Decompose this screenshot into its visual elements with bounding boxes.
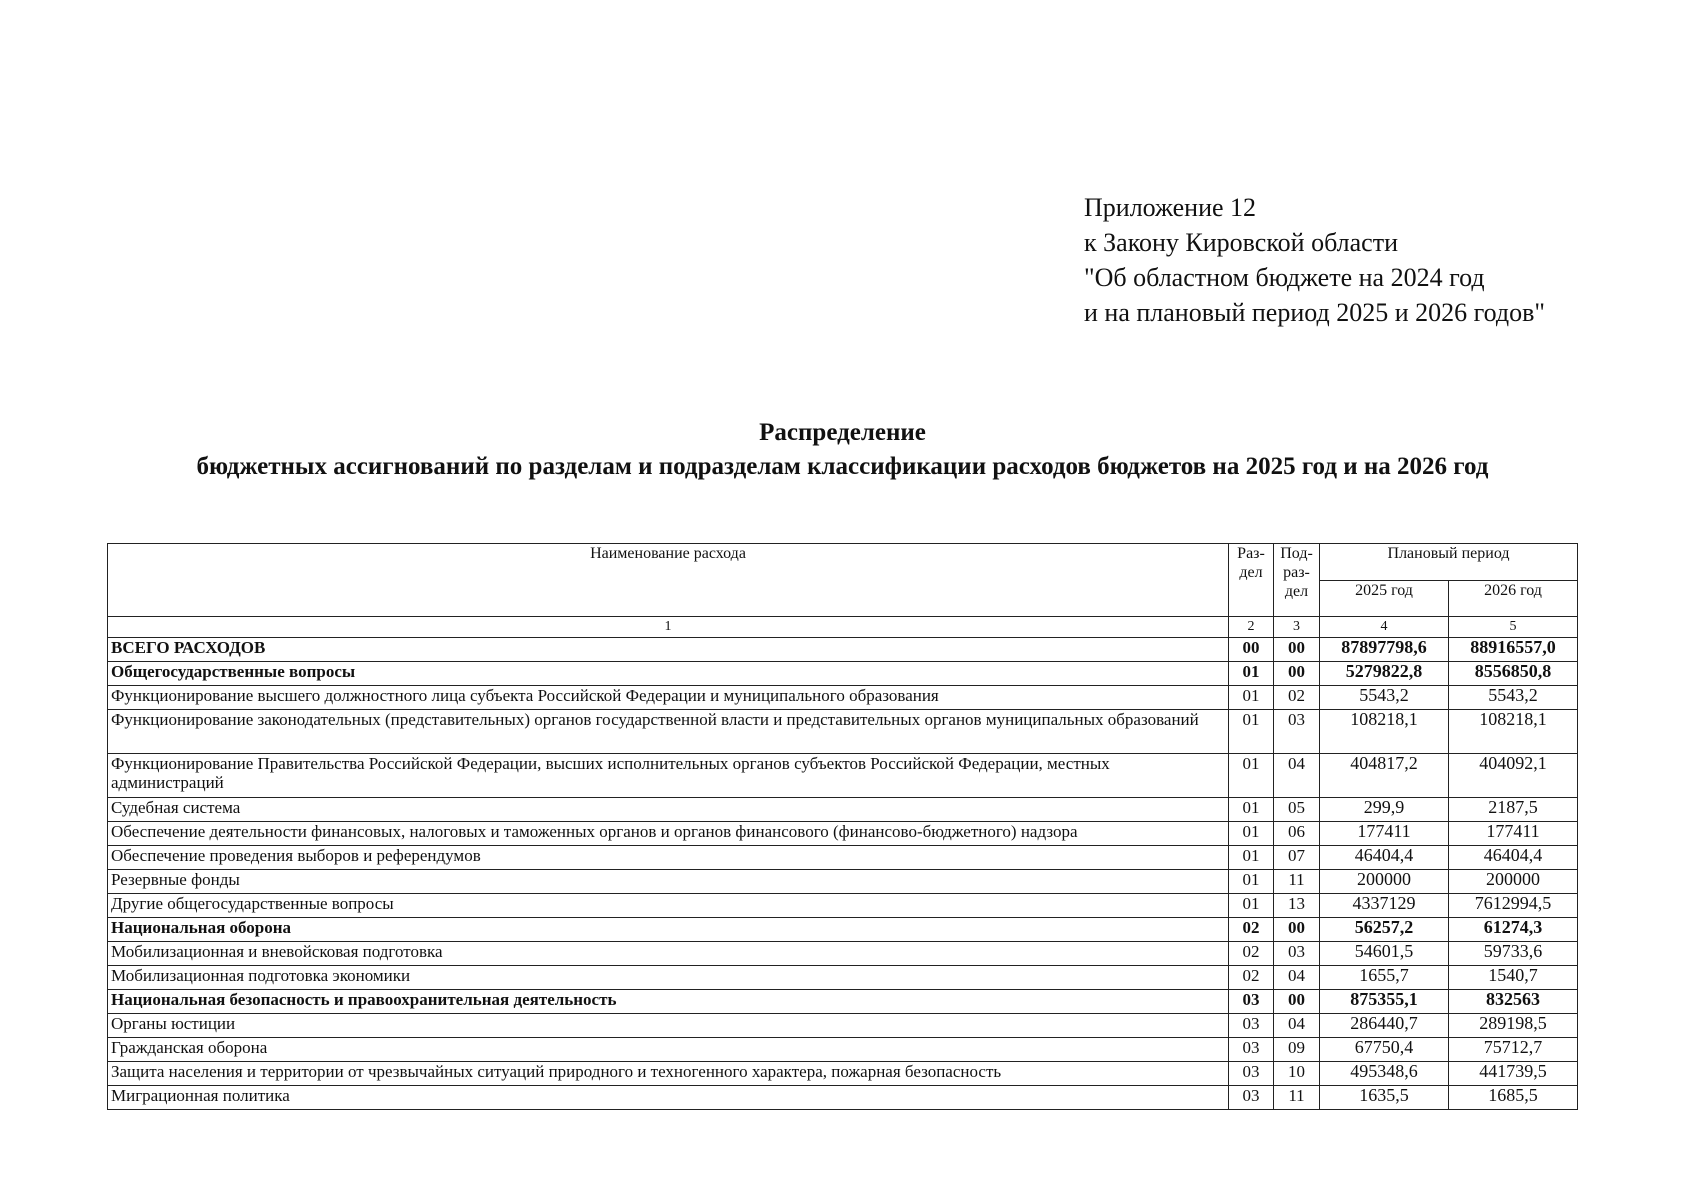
column-index-row	[108, 617, 1578, 638]
index-cell: 5	[1449, 617, 1578, 638]
row-podrazdel: 13	[1274, 894, 1320, 918]
row-razdel: 03	[1229, 1014, 1274, 1038]
row-name: Гражданская оборона	[108, 1038, 1229, 1062]
row-value-2025: 87897798,6	[1320, 638, 1449, 662]
header-planned-period: Плановый период	[1320, 544, 1578, 581]
row-value-2025: 46404,4	[1320, 846, 1449, 870]
row-value-2025: 404817,2	[1320, 754, 1449, 798]
appendix-line: к Закону Кировской области	[1084, 228, 1398, 257]
row-name: Судебная система	[108, 798, 1229, 822]
row-name: Обеспечение деятельности финансовых, налоговых и таможенных органов и органов финансового (финансово-бюджетного) надзора	[108, 822, 1229, 846]
row-value-2026: 177411	[1449, 822, 1578, 846]
row-razdel: 01	[1229, 754, 1274, 798]
row-name: Защита населения и территории от чрезвычайных ситуаций природного и техногенного характера, пожарная безопасность	[108, 1062, 1229, 1086]
row-name: Органы юстиции	[108, 1014, 1229, 1038]
table-row	[108, 1038, 1578, 1062]
table-row	[108, 686, 1578, 710]
row-value-2025: 56257,2	[1320, 918, 1449, 942]
table-row	[108, 662, 1578, 686]
row-value-2026: 289198,5	[1449, 1014, 1578, 1038]
appendix-header	[1084, 190, 1545, 330]
table-row	[108, 754, 1578, 798]
row-value-2026: 8556850,8	[1449, 662, 1578, 686]
table-row	[108, 798, 1578, 822]
table-row	[108, 1086, 1578, 1110]
document-title	[0, 416, 1685, 484]
table-row	[108, 894, 1578, 918]
row-value-2026: 200000	[1449, 870, 1578, 894]
table-row	[108, 822, 1578, 846]
header-razdel: Раз-дел	[1229, 544, 1274, 617]
row-razdel: 01	[1229, 870, 1274, 894]
row-value-2025: 5543,2	[1320, 686, 1449, 710]
row-podrazdel: 09	[1274, 1038, 1320, 1062]
row-value-2025: 495348,6	[1320, 1062, 1449, 1086]
row-value-2026: 404092,1	[1449, 754, 1578, 798]
row-podrazdel: 02	[1274, 686, 1320, 710]
index-cell: 1	[108, 617, 1229, 638]
row-razdel: 02	[1229, 918, 1274, 942]
row-podrazdel: 00	[1274, 662, 1320, 686]
row-name: Общегосударственные вопросы	[108, 662, 1229, 686]
row-razdel: 03	[1229, 1062, 1274, 1086]
row-name: Миграционная политика	[108, 1086, 1229, 1110]
budget-table	[107, 543, 1578, 1110]
header-podrazdel: Под-раз-дел	[1274, 544, 1320, 617]
row-podrazdel: 04	[1274, 1014, 1320, 1038]
index-cell: 4	[1320, 617, 1449, 638]
row-name: Функционирование Правительства Российской Федерации, высших исполнительных органов субъектов Российской Федерации, местных администраций	[108, 754, 1229, 798]
row-name: Функционирование высшего должностного лица субъекта Российской Федерации и муниципального образования	[108, 686, 1229, 710]
row-value-2025: 177411	[1320, 822, 1449, 846]
table-row	[108, 966, 1578, 990]
row-podrazdel: 00	[1274, 990, 1320, 1014]
table-row	[108, 1062, 1578, 1086]
row-value-2025: 299,9	[1320, 798, 1449, 822]
row-podrazdel: 04	[1274, 966, 1320, 990]
row-name: Функционирование законодательных (представительных) органов государственной власти и представительных органов муниципальных образований	[108, 710, 1229, 754]
row-value-2025: 286440,7	[1320, 1014, 1449, 1038]
title-line-1: Распределение	[759, 419, 926, 446]
row-podrazdel: 11	[1274, 1086, 1320, 1110]
index-cell: 3	[1274, 617, 1320, 638]
row-razdel: 01	[1229, 846, 1274, 870]
row-value-2026: 75712,7	[1449, 1038, 1578, 1062]
row-name: ВСЕГО РАСХОДОВ	[108, 638, 1229, 662]
row-razdel: 01	[1229, 822, 1274, 846]
row-razdel: 01	[1229, 662, 1274, 686]
row-name: Национальная безопасность и правоохранительная деятельность	[108, 990, 1229, 1014]
table-row	[108, 1014, 1578, 1038]
table-row	[108, 942, 1578, 966]
row-razdel: 01	[1229, 894, 1274, 918]
row-razdel: 01	[1229, 686, 1274, 710]
row-podrazdel: 00	[1274, 918, 1320, 942]
row-value-2026: 2187,5	[1449, 798, 1578, 822]
table-row	[108, 990, 1578, 1014]
row-podrazdel: 10	[1274, 1062, 1320, 1086]
row-value-2025: 200000	[1320, 870, 1449, 894]
row-podrazdel: 03	[1274, 942, 1320, 966]
row-podrazdel: 03	[1274, 710, 1320, 754]
row-razdel: 03	[1229, 1086, 1274, 1110]
appendix-line: и на плановый период 2025 и 2026 годов"	[1084, 298, 1546, 327]
row-razdel: 02	[1229, 942, 1274, 966]
row-value-2026: 7612994,5	[1449, 894, 1578, 918]
row-value-2025: 54601,5	[1320, 942, 1449, 966]
row-name: Другие общегосударственные вопросы	[108, 894, 1229, 918]
row-razdel: 01	[1229, 710, 1274, 754]
table-row	[108, 710, 1578, 754]
row-value-2025: 1635,5	[1320, 1086, 1449, 1110]
row-podrazdel: 05	[1274, 798, 1320, 822]
row-value-2026: 1540,7	[1449, 966, 1578, 990]
row-value-2026: 88916557,0	[1449, 638, 1578, 662]
row-podrazdel: 04	[1274, 754, 1320, 798]
row-podrazdel: 06	[1274, 822, 1320, 846]
header-year-2025: 2025 год	[1320, 580, 1449, 617]
table-body	[108, 638, 1578, 1110]
appendix-line: Приложение 12	[1084, 193, 1257, 222]
row-value-2026: 46404,4	[1449, 846, 1578, 870]
row-value-2025: 875355,1	[1320, 990, 1449, 1014]
index-cell: 2	[1229, 617, 1274, 638]
row-value-2026: 441739,5	[1449, 1062, 1578, 1086]
row-name: Мобилизационная подготовка экономики	[108, 966, 1229, 990]
row-name: Национальная оборона	[108, 918, 1229, 942]
header-name: Наименование расхода	[108, 544, 1229, 617]
table-row	[108, 846, 1578, 870]
row-value-2025: 4337129	[1320, 894, 1449, 918]
row-value-2026: 61274,3	[1449, 918, 1578, 942]
table-row	[108, 638, 1578, 662]
row-razdel: 03	[1229, 1038, 1274, 1062]
row-value-2025: 5279822,8	[1320, 662, 1449, 686]
row-value-2026: 1685,5	[1449, 1086, 1578, 1110]
appendix-line: "Об областном бюджете на 2024 год	[1084, 263, 1485, 292]
row-razdel: 00	[1229, 638, 1274, 662]
title-line-2: бюджетных ассигнований по разделам и подразделам классификации расходов бюджетов на 2025 год и на 2026 год	[196, 453, 1489, 480]
row-name: Обеспечение проведения выборов и референдумов	[108, 846, 1229, 870]
row-podrazdel: 00	[1274, 638, 1320, 662]
row-name: Мобилизационная и вневойсковая подготовка	[108, 942, 1229, 966]
row-razdel: 02	[1229, 966, 1274, 990]
row-value-2025: 1655,7	[1320, 966, 1449, 990]
row-value-2026: 59733,6	[1449, 942, 1578, 966]
table-row	[108, 870, 1578, 894]
row-podrazdel: 07	[1274, 846, 1320, 870]
row-value-2026: 108218,1	[1449, 710, 1578, 754]
row-podrazdel: 11	[1274, 870, 1320, 894]
row-razdel: 01	[1229, 798, 1274, 822]
row-name: Резервные фонды	[108, 870, 1229, 894]
row-value-2025: 67750,4	[1320, 1038, 1449, 1062]
row-razdel: 03	[1229, 990, 1274, 1014]
row-value-2026: 832563	[1449, 990, 1578, 1014]
header-year-2026: 2026 год	[1449, 580, 1578, 617]
row-value-2026: 5543,2	[1449, 686, 1578, 710]
row-value-2025: 108218,1	[1320, 710, 1449, 754]
table-row	[108, 918, 1578, 942]
